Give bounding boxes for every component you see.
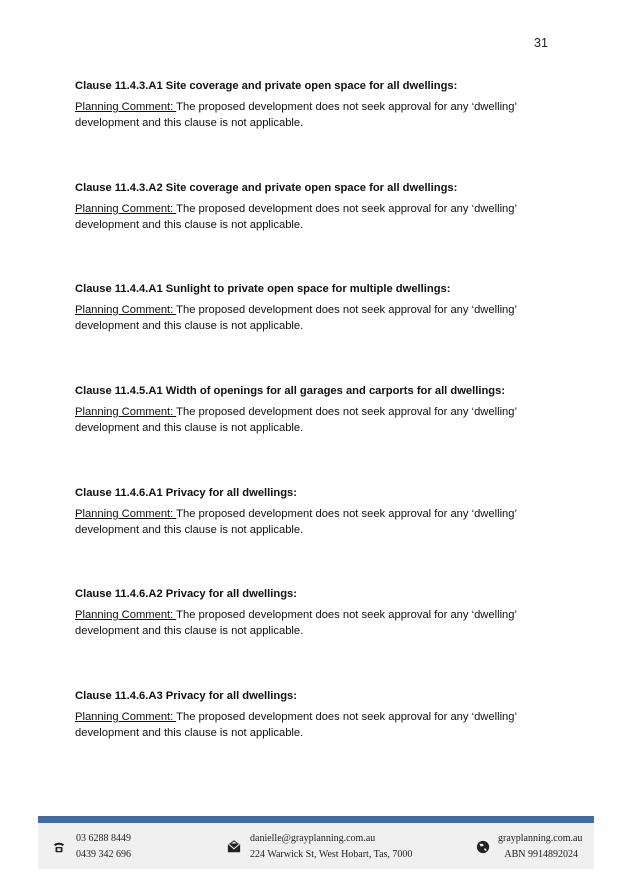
footer-address: 224 Warwick St, West Hobart, Tas, 7000 <box>250 849 413 860</box>
planning-comment <box>75 507 545 538</box>
planning-comment <box>75 303 545 334</box>
comment-text: The proposed development does not seek approval for any ‘dwelling’ development and this clause is not applicable. <box>75 406 517 434</box>
comment-label: Planning Comment: <box>75 508 177 520</box>
clause-heading: Clause 11.4.5.A1 Width of openings for all garages and carports for all dwellings: <box>75 385 506 397</box>
footer-abn: ABN 9914892024 <box>504 849 578 860</box>
comment-text: The proposed development does not seek approval for any ‘dwelling’ development and this clause is not applicable. <box>75 203 517 231</box>
comment-label: Planning Comment: <box>75 406 177 418</box>
comment-text: The proposed development does not seek approval for any ‘dwelling’ development and this clause is not applicable. <box>75 609 517 637</box>
comment-label: Planning Comment: <box>75 609 177 621</box>
comment-text: The proposed development does not seek approval for any ‘dwelling’ development and this clause is not applicable. <box>75 304 517 332</box>
comment-text: The proposed development does not seek approval for any ‘dwelling’ development and this clause is not applicable. <box>75 101 517 129</box>
footer-website: grayplanning.com.au <box>498 833 583 844</box>
globe-icon <box>476 840 490 854</box>
phone-icon <box>52 840 66 854</box>
clause-section <box>75 486 545 538</box>
footer-accent-bar <box>38 816 594 823</box>
planning-comment <box>75 608 545 639</box>
planning-comment <box>75 405 545 436</box>
planning-comment <box>75 100 545 131</box>
clause-heading: Clause 11.4.6.A2 Privacy for all dwellings: <box>75 588 297 600</box>
footer-phone-2: 0439 342 696 <box>76 849 131 860</box>
footer-web-column <box>498 831 583 863</box>
clause-heading: Clause 11.4.3.A1 Site coverage and private open space for all dwellings: <box>75 80 458 92</box>
clause-heading: Clause 11.4.6.A3 Privacy for all dwellings: <box>75 690 297 702</box>
clause-section <box>75 384 545 436</box>
footer-email: danielle@grayplanning.com.au <box>250 833 376 844</box>
clause-section <box>75 181 545 233</box>
comment-label: Planning Comment: <box>75 203 177 215</box>
page-footer <box>38 823 594 869</box>
clause-heading: Clause 11.4.6.A1 Privacy for all dwellings: <box>75 487 297 499</box>
clause-section <box>75 79 545 131</box>
page-number: 31 <box>534 36 548 50</box>
comment-label: Planning Comment: <box>75 711 177 723</box>
footer-phone-1: 03 6288 8449 <box>76 833 131 844</box>
footer-phone-column <box>76 831 131 863</box>
clause-section <box>75 689 545 741</box>
clause-heading: Clause 11.4.4.A1 Sunlight to private open space for multiple dwellings: <box>75 283 451 295</box>
planning-comment <box>75 710 545 741</box>
planning-comment <box>75 202 545 233</box>
clause-heading: Clause 11.4.3.A2 Site coverage and private open space for all dwellings: <box>75 182 458 194</box>
comment-text: The proposed development does not seek approval for any ‘dwelling’ development and this clause is not applicable. <box>75 508 517 536</box>
comment-label: Planning Comment: <box>75 304 177 316</box>
comment-text: The proposed development does not seek approval for any ‘dwelling’ development and this clause is not applicable. <box>75 711 517 739</box>
clause-section <box>75 282 545 334</box>
mail-icon <box>227 840 241 854</box>
clause-section <box>75 587 545 639</box>
footer-contact-column <box>250 831 412 863</box>
comment-label: Planning Comment: <box>75 101 177 113</box>
